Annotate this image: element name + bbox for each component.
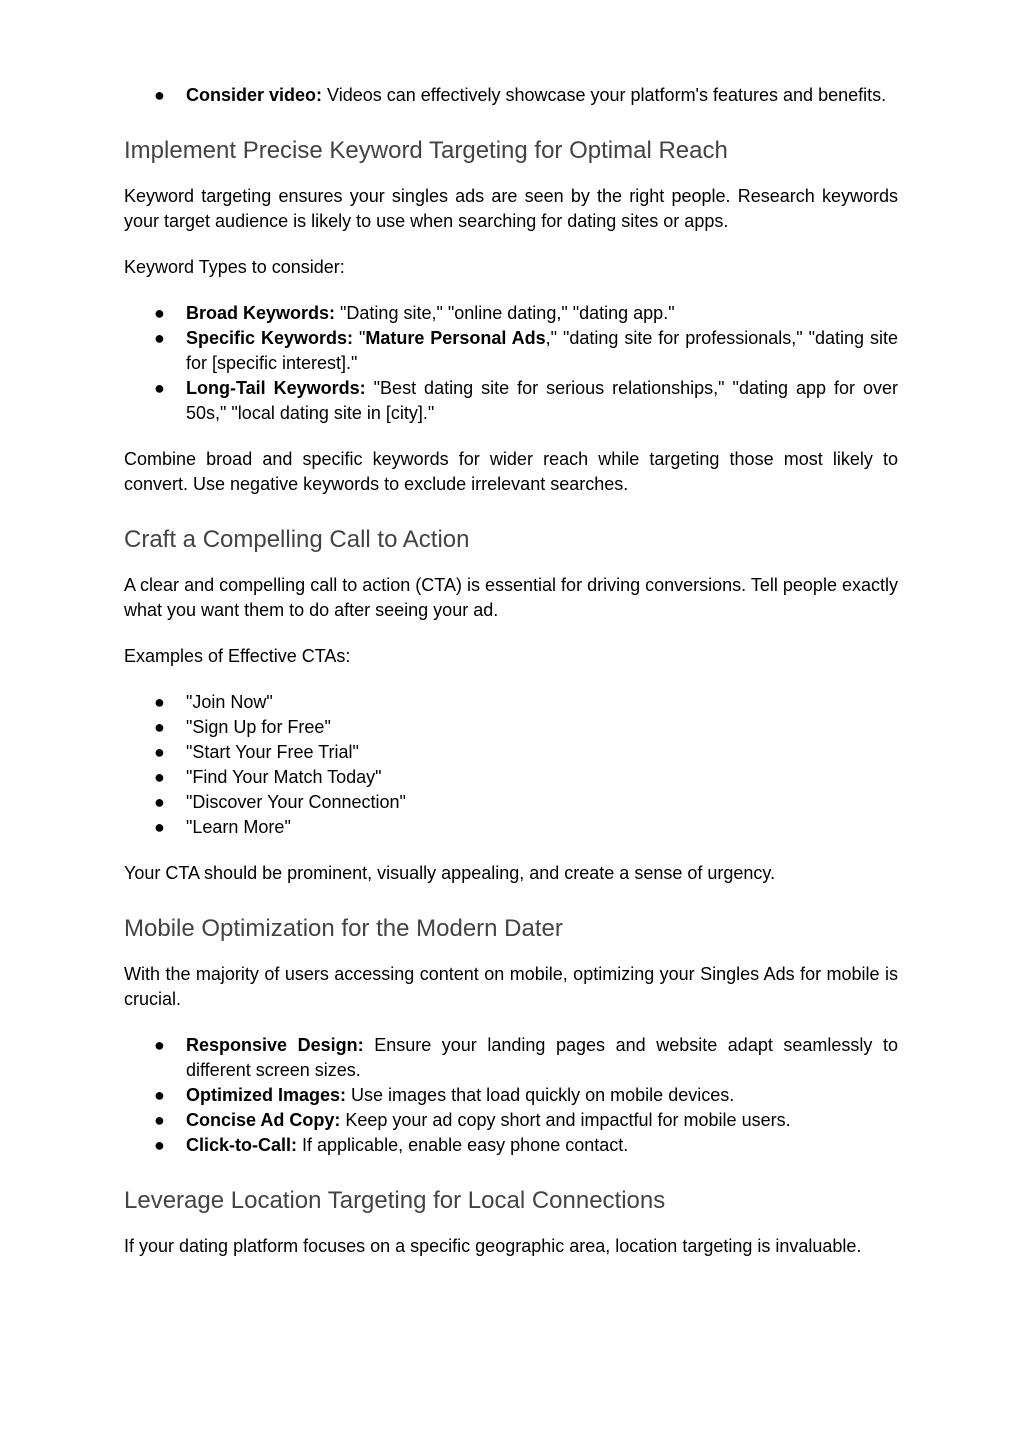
list-item-text: "Learn More": [186, 817, 291, 837]
document-page: [124, 83, 898, 1259]
list-item-term: Concise Ad Copy:: [186, 1110, 341, 1130]
bullet-icon: ●: [154, 817, 165, 837]
paragraph: Keyword targeting ensures your singles ads are seen by the right people. Research keywords your target audience is likely to use when searching for dating sites or apps.: [124, 186, 898, 231]
list-item: [124, 376, 898, 426]
bullet-icon: ●: [154, 767, 165, 787]
section-heading-location-targeting: Leverage Location Targeting for Local Connections: [124, 1187, 666, 1214]
list-item: [124, 765, 898, 790]
bullet-icon: ●: [154, 378, 165, 398]
bullet-icon: ●: [154, 303, 165, 323]
list-item-term: Responsive Design:: [186, 1035, 364, 1055]
paragraph: Examples of Effective CTAs:: [124, 646, 351, 666]
list-item: [124, 740, 898, 765]
list-item: [124, 790, 898, 815]
list-item: [124, 690, 898, 715]
paragraph: Your CTA should be prominent, visually appealing, and create a sense of urgency.: [124, 863, 776, 883]
cta-examples-list: [124, 690, 898, 840]
list-item: [124, 1083, 898, 1108]
list-item: [124, 301, 898, 326]
list-item-term: Specific Keywords:: [186, 328, 353, 348]
section-heading-mobile-optimization: Mobile Optimization for the Modern Dater: [124, 915, 563, 942]
paragraph: If your dating platform focuses on a specific geographic area, location targeting is invaluable.: [124, 1236, 862, 1256]
list-item: [124, 715, 898, 740]
list-item-text: ": [353, 328, 366, 348]
list-item-text: Ensure your landing pages and website adapt seamlessly to different screen sizes.: [186, 1035, 899, 1080]
paragraph: A clear and compelling call to action (CTA) is essential for driving conversions. Tell people exactly what you want them to do after seeing your ad.: [124, 575, 898, 620]
list-item-emphasis: Mature Personal Ads: [365, 328, 546, 348]
bullet-icon: ●: [154, 1035, 165, 1055]
mobile-tips-list: [124, 1033, 898, 1158]
paragraph: With the majority of users accessing content on mobile, optimizing your Singles Ads for mobile is crucial.: [124, 964, 898, 1009]
list-item-text: ," "dating site for professionals," "dating site for [specific interest].": [186, 328, 898, 373]
intro-list: [124, 83, 898, 108]
list-item-text: Videos can effectively showcase your platform's features and benefits.: [322, 85, 887, 105]
list-item: [124, 326, 898, 376]
paragraph: Keyword Types to consider:: [124, 257, 345, 277]
list-item-term: Consider video:: [186, 85, 323, 105]
list-item: [124, 1133, 898, 1158]
list-item-text: "Join Now": [186, 692, 273, 712]
list-item-term: Optimized Images:: [186, 1085, 347, 1105]
list-item: [124, 815, 898, 840]
bullet-icon: ●: [154, 692, 165, 712]
section-heading-keyword-targeting: Implement Precise Keyword Targeting for Optimal Reach: [124, 137, 728, 164]
list-item: [124, 83, 898, 108]
list-item-text: "Discover Your Connection": [186, 792, 406, 812]
keyword-types-list: [124, 301, 898, 426]
list-item-term: Long-Tail Keywords:: [186, 378, 366, 398]
bullet-icon: ●: [154, 1085, 165, 1105]
paragraph: Combine broad and specific keywords for wider reach while targeting those most likely to convert. Use negative keywords to exclude irrelevant searches.: [124, 449, 898, 494]
list-item-term: Broad Keywords:: [186, 303, 336, 323]
list-item: [124, 1033, 898, 1083]
bullet-icon: ●: [154, 717, 165, 737]
list-item-text: Use images that load quickly on mobile devices.: [346, 1085, 735, 1105]
bullet-icon: ●: [154, 328, 165, 348]
bullet-icon: ●: [154, 1135, 165, 1155]
bullet-icon: ●: [154, 85, 165, 105]
bullet-icon: ●: [154, 742, 165, 762]
list-item-term: Click-to-Call:: [186, 1135, 298, 1155]
list-item-text: "Sign Up for Free": [186, 717, 331, 737]
list-item: [124, 1108, 898, 1133]
list-item-text: "Find Your Match Today": [186, 767, 382, 787]
section-heading-call-to-action: Craft a Compelling Call to Action: [124, 526, 470, 553]
bullet-icon: ●: [154, 792, 165, 812]
list-item-text: Keep your ad copy short and impactful for mobile users.: [340, 1110, 791, 1130]
list-item-text: "Start Your Free Trial": [186, 742, 359, 762]
list-item-text: If applicable, enable easy phone contact.: [297, 1135, 629, 1155]
list-item-text: "Best dating site for serious relationships," "dating app for over 50s," "local dating site in [city].": [186, 378, 899, 423]
bullet-icon: ●: [154, 1110, 165, 1130]
list-item-text: "Dating site," "online dating," "dating app.": [335, 303, 675, 323]
